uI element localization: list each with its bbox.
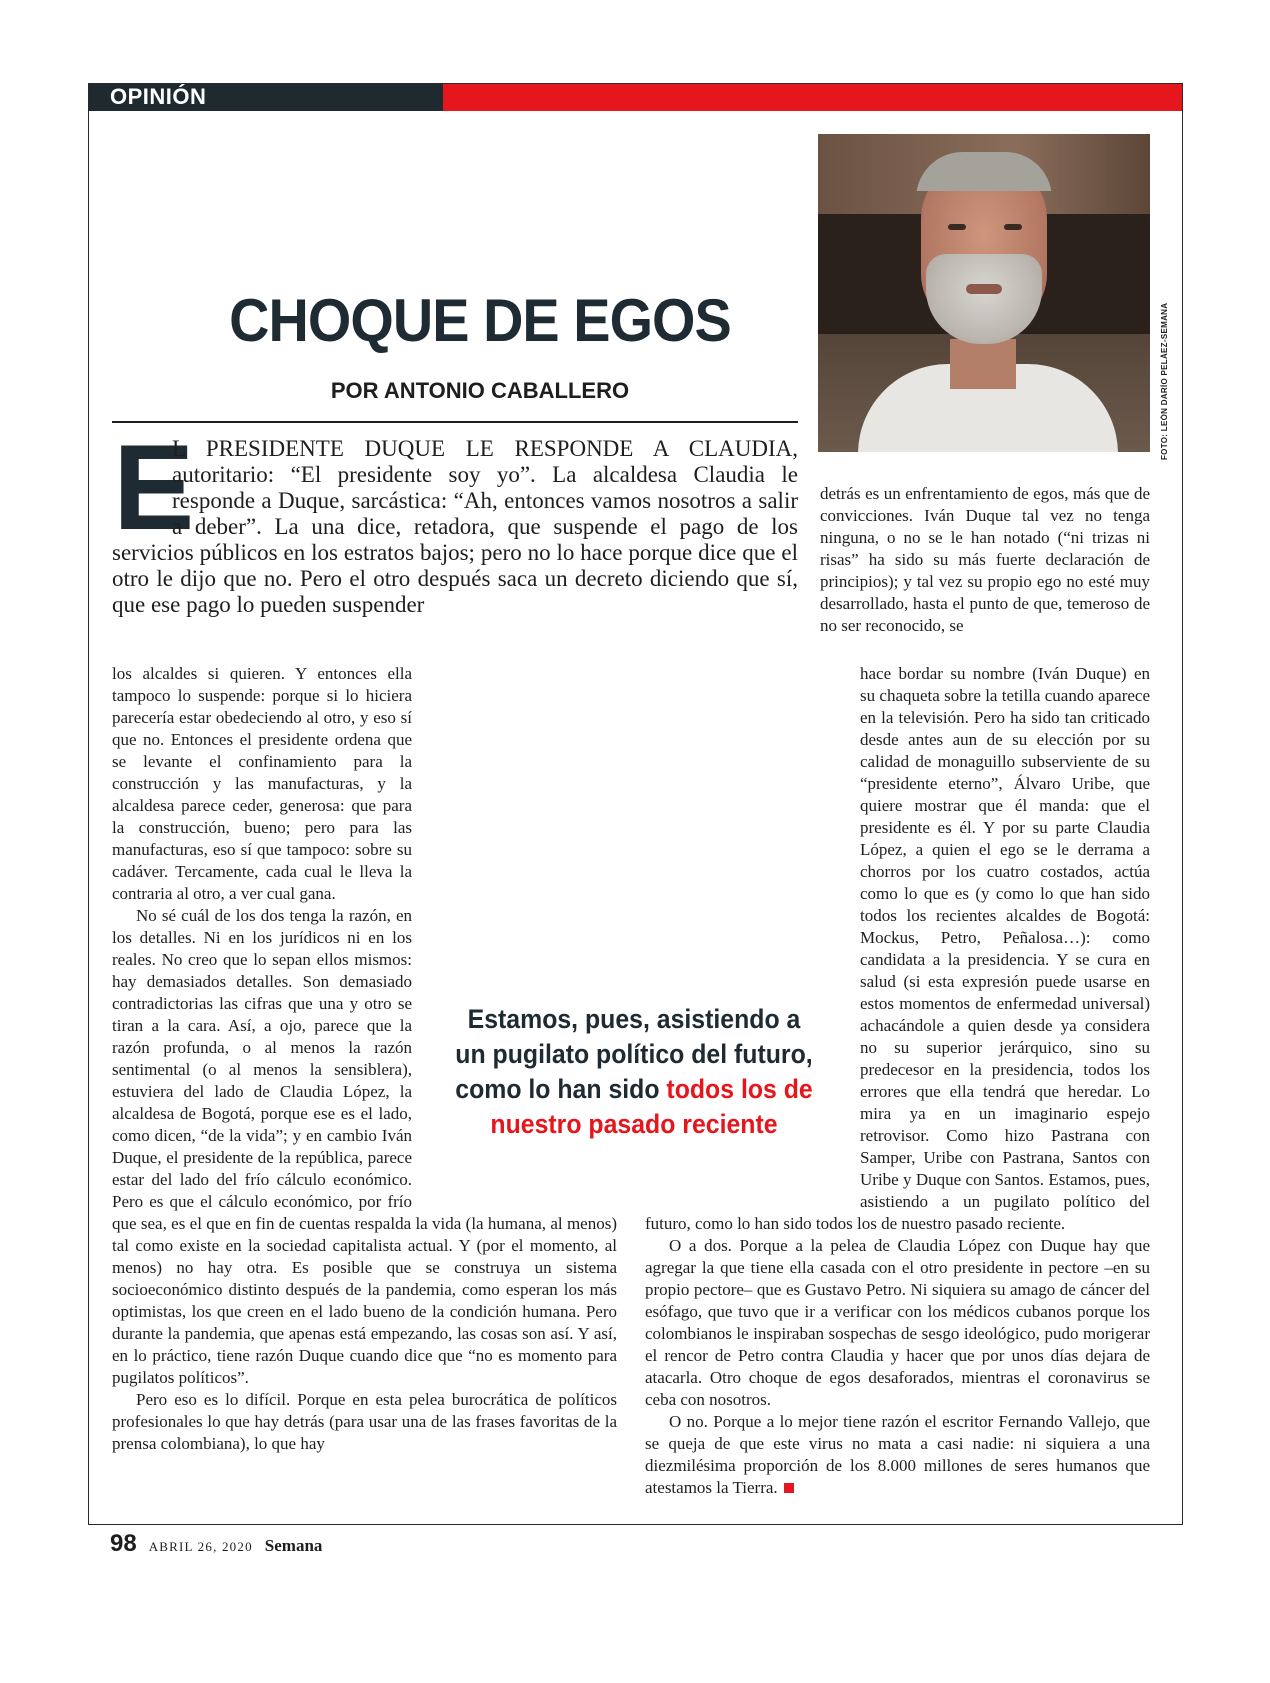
magazine-name: Semana <box>264 1536 323 1555</box>
section-label: OPINIÓN <box>110 84 207 109</box>
body-paragraph: O a dos. Porque a la pelea de Claudia López con Duque hay que agregar la que tiene ella casada con el otro presidente in pectore –en su propio pectore– que es Gustavo Petro. Ni siquiera su amago de cáncer del esófago, que tuvo que ir a verificar con los médicos cubanos porque los colombianos le inspiraban sospechas de sesgo ideológico, pudo morigerar el rencor de Petro contra Claudia y hacer que por unos días dejara de atacarla. Otro choque de egos desaforados, mientras el coronavirus se ceba con nosotros. <box>645 1236 1150 1409</box>
author-photo <box>818 134 1150 452</box>
column-right-top <box>820 483 1150 637</box>
pull-quote <box>453 1002 815 1142</box>
pull-quote-dark: Estamos, pues, asistiendo a un pugilato político del futuro, como lo han sido <box>455 1004 813 1104</box>
byline-rule <box>112 421 798 423</box>
body-paragraph: los alcaldes si quieren. Y entonces ella tampoco lo suspende: porque si lo hiciera parecería estar obedeciendo al otro, y eso sí que no. Entonces el presidente ordena que se levante el confinamiento para la construcción y las manufacturas, y la alcaldesa parece ceder, generosa: que para la construcción, bueno; pero para las manufacturas, eso sí que tampoco: sobre su cadáver. Tercamente, cada cual le lleva la contraria al otro, a ver cual gana. <box>112 664 412 903</box>
byline: POR ANTONIO CABALLERO <box>330 378 630 403</box>
lede-paragraph <box>112 419 798 618</box>
issue-date: ABRIL 26, 2020 <box>148 1539 253 1554</box>
photo-credit: FOTO: LEÓN DARÍO PELÁEZ-SEMANA <box>1160 302 1169 460</box>
end-mark-icon <box>784 1483 794 1493</box>
body-paragraph-last: O no. Porque a lo mejor tiene razón el escritor Fernando Vallejo, que se queja de que este virus no mata a casi nadie: ni siquiera a una diezmilésima proporción de los 8.000 millones de seres humanos que atestamos la Tierra. <box>645 1412 1150 1497</box>
body-paragraph: No sé cuál de los dos tenga la razón, en los detalles. Ni en los jurídicos ni en los reales. No creo que lo sepan ellos mismos: hay demasiados detalles. Son demasiado contradictorias las cifras que una y otro se tiran a la cara. Así, a ojo, parece que la razón profunda, o al menos la razón sentimental (o al menos la sensiblera), estuviera del lado de Claudia López, la alcaldesa de Bogotá, porque ese es el lado, como dicen, “de la vida”; y en cambio Iván Duque, el presidente de la república, parece estar del lado del frío cálculo económico. Pero es que el cálculo económico, por frío que sea, es el que en fin de cuentas respalda la vida (la humana, al menos) tal como existe en la sociedad capitalista actual. Y (por el momento, al menos) no hay otra. Es posible que se construya un sistema socioeconómico distinto después de la pandemia, como esperan los más optimistas, los que creen en el lado bueno de la condición humana. Pero durante la pandemia, que apenas está empezando, las cosas son así. Y así, en lo práctico, tiene razón Duque cuando dice que “no es momento para pugilatos políticos”. <box>112 906 617 1387</box>
headline: CHOQUE DE EGOS <box>229 287 731 354</box>
pull-quote-red: todos los de nuestro pasado reciente <box>490 1074 813 1139</box>
page-number: 98 <box>110 1530 137 1557</box>
body-paragraph: Pero eso es lo difícil. Porque en esta pelea burocrática de políticos profesionales lo que hay detrás (para usar una de las frases favoritas de la prensa colombiana), lo que hay <box>112 1390 617 1453</box>
page-footer <box>110 1530 322 1558</box>
lede-text: L PRESIDENTE DUQUE LE RESPONDE A CLAUDIA, autoritario: “El presidente soy yo”. La alcaldesa Claudia le responde a Duque, sarcástica: “Ah, entonces vamos nosotros a salir a deber”. La una dice, retadora, que suspende el pago de los servicios públicos en los estratos bajos; pero no lo hace porque dice que el otro le dijo que no. Pero el otro después saca un decreto diciendo que sí, que ese pago lo pueden suspender <box>112 436 798 617</box>
right-top-paragraph: detrás es un enfrentamiento de egos, más que de convicciones. Iván Duque tal vez no tenga ninguna, o no se le han notado (“ni trizas ni risas” ha sido su más fuerte declaración de principios); y tal vez su propio ego no esté muy desarrollado, hasta el punto de que, temeroso de no ser reconocido, se <box>820 484 1150 635</box>
body-paragraph: hace bordar su nombre (Iván Duque) en su chaqueta sobre la tetilla cuando aparece en la televisión. Pero ha sido tan criticado desde antes aun de su elección por su calidad de monaguillo subserviente de su “presidente eterno”, Álvaro Uribe, que quiere mostrar que él manda: que el presidente es él. Y por su parte Claudia López, a quien el ego se le derrama a chorros por los cuatro costados, actúa como lo que es (y como lo que han sido todos los recientes alcaldes de Bogotá: Mockus, Petro, Peñalosa…): como candidata a la presidencia. Y se cura en salud (si esta expresión puede usarse en estos momentos de enfermedad universal) achacándole a quien desde ya considera no su superior jerárquico, sino su predecesor en la presidencia, todos los errores que ella tendrá que heredar. Lo mira ya en un imaginario espejo retrovisor. Como hizo Pastrana con Samper, Uribe con Pastrana, Santos con Uribe y Duque con Santos. Estamos, pues, asistiendo a un pugilato político del futuro, como lo han sido todos los de nuestro pasado reciente. <box>645 664 1150 1233</box>
drop-cap: E <box>113 419 195 555</box>
